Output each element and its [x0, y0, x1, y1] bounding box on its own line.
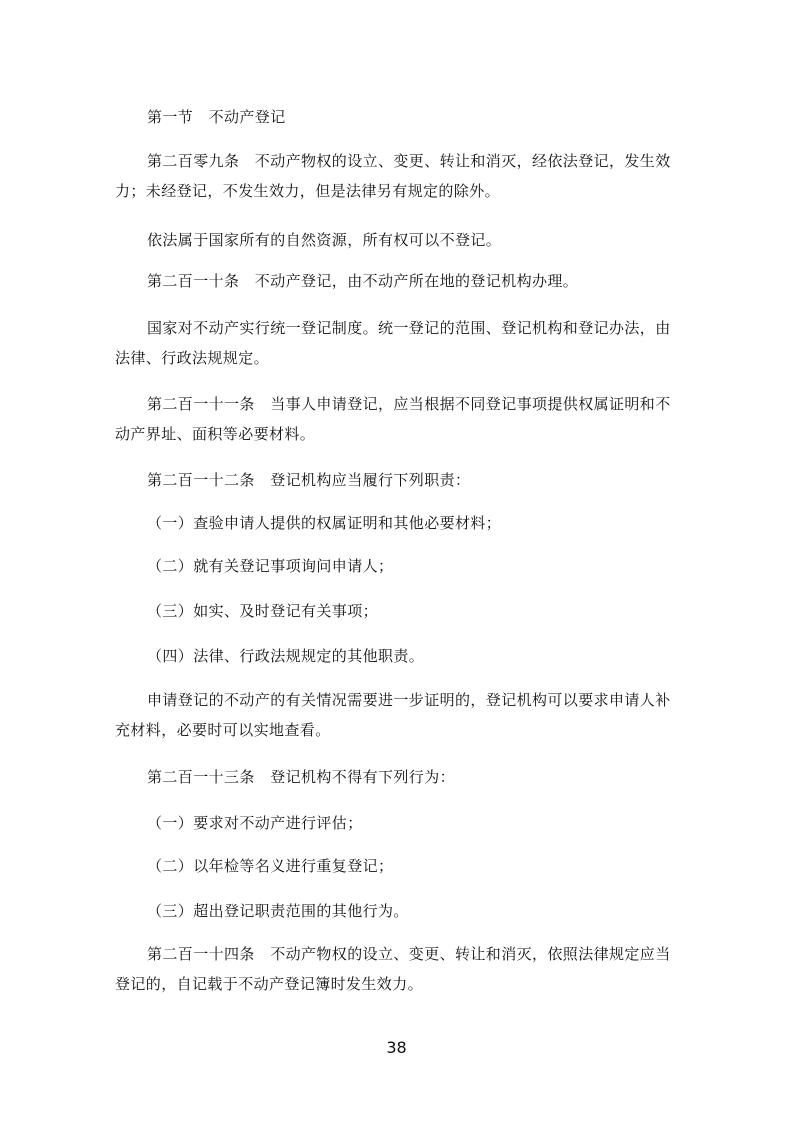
paragraph: 依法属于国家所有的自然资源，所有权可以不登记。	[147, 231, 502, 249]
paragraph: 第二百一十四条 不动产物权的设立、变更、转让和消灭，依照法律规定应当登记的，自记载于不动产登记簿时发生效力。	[115, 945, 671, 993]
paragraph: 国家对不动产实行统一登记制度。统一登记的范围、登记机构和登记办法，由法律、行政法规规定。	[115, 319, 671, 367]
list-item: （一）查验申请人提供的权属证明和其他必要材料；	[147, 514, 502, 532]
list-item: （三）如实、及时登记有关事项；	[147, 602, 379, 620]
paragraph: 第二百一十一条 当事人申请登记，应当根据不同登记事项提供权属证明和不动产界址、面积等必要材料。	[115, 395, 671, 443]
list-item: （三）超出登记职责范围的其他行为。	[147, 902, 409, 920]
paragraph: 申请登记的不动产的有关情况需要进一步证明的，登记机构可以要求申请人补充材料，必要时可以实地查看。	[115, 691, 671, 739]
list-item: （二）就有关登记事项询问申请人；	[147, 557, 394, 575]
list-item: （四）法律、行政法规规定的其他职责。	[147, 647, 425, 665]
paragraph: 第二百一十三条 登记机构不得有下列行为：	[147, 768, 456, 786]
paragraph: 第二百零九条 不动产物权的设立、变更、转让和消灭，经依法登记，发生效力；未经登记，不发生效力，但是法律另有规定的除外。	[115, 152, 671, 200]
list-item: （一）要求对不动产进行评估；	[147, 814, 363, 832]
section-heading: 第一节 不动产登记	[147, 108, 286, 126]
paragraph: 第二百一十条 不动产登记，由不动产所在地的登记机构办理。	[147, 272, 579, 290]
list-item: （二）以年检等名义进行重复登记；	[147, 857, 394, 875]
page-number: 38	[386, 1038, 407, 1057]
paragraph: 第二百一十二条 登记机构应当履行下列职责：	[147, 471, 471, 489]
